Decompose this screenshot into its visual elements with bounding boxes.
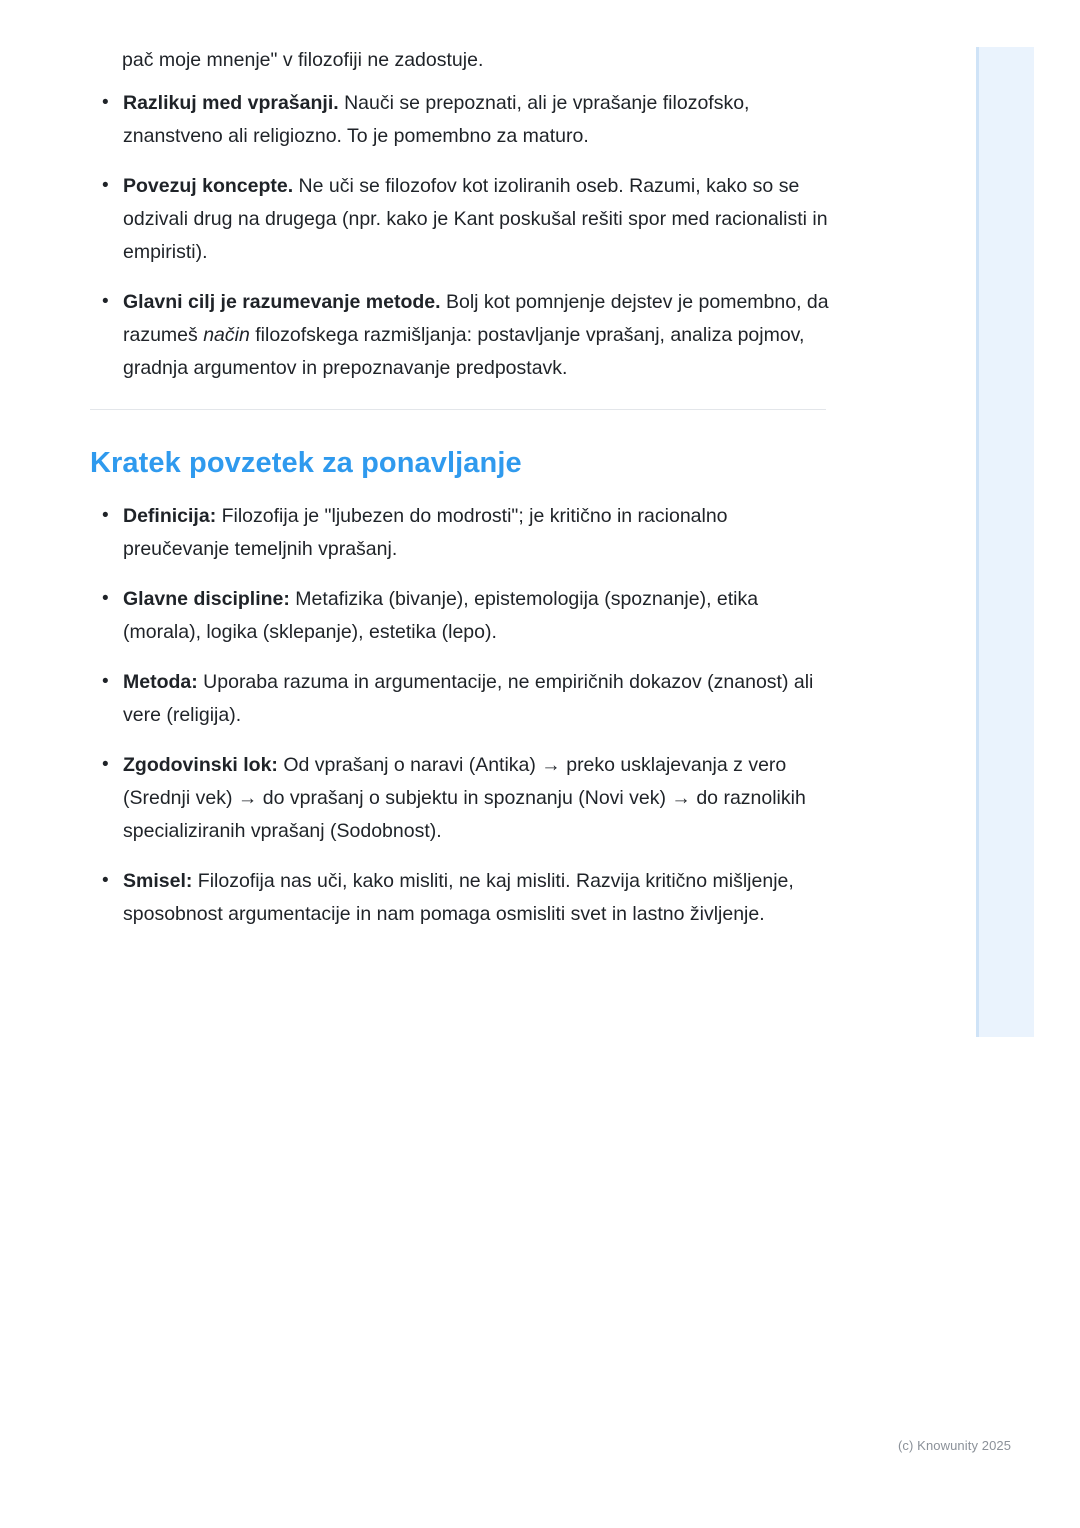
tips-list bbox=[90, 87, 830, 385]
list-item-term: Metoda: bbox=[123, 671, 198, 693]
list-item-term: Glavne discipline: bbox=[123, 588, 290, 610]
list-item-text: Filozofija nas uči, kako misliti, ne kaj misliti. Razvija kritično mišljenje, sposobnost argumentacije in nam pomaga osmisliti svet in lastno življenje. bbox=[123, 870, 794, 925]
list-item-term: Razlikuj med vprašanji. bbox=[123, 92, 339, 114]
list-item-term: Smisel: bbox=[123, 870, 193, 892]
list-item-term: Definicija: bbox=[123, 505, 217, 527]
list-item-term: Zgodovinski lok: bbox=[123, 754, 278, 776]
list-item-text: Filozofija je "ljubezen do modrosti"; je kritično in racionalno preučevanje temeljnih vprašanj. bbox=[123, 505, 728, 560]
document-content bbox=[90, 44, 830, 948]
right-side-strip-edge bbox=[976, 47, 979, 1037]
list-item-text: Metafizika (bivanje), epistemologija (spoznanje), etika (morala), logika (sklepanje), estetika (lepo). bbox=[123, 588, 759, 643]
list-item bbox=[90, 170, 830, 269]
list-item bbox=[90, 666, 830, 732]
list-item-emphasis: način bbox=[203, 324, 250, 346]
list-item-term: Povezuj koncepte. bbox=[123, 175, 294, 197]
section-title: Kratek povzetek za ponavljanje bbox=[90, 447, 522, 479]
list-item bbox=[90, 865, 830, 931]
list-item-text: Uporaba razuma in argumentacije, ne empiričnih dokazov (znanost) ali vere (religija). bbox=[123, 671, 814, 726]
copyright-footer: (c) Knowunity 2025 bbox=[898, 1438, 1012, 1453]
lead-paragraph: pač moje mnenje" v filozofiji ne zadostuje. bbox=[122, 49, 484, 71]
list-item bbox=[90, 500, 830, 566]
list-item-text: Nauči se prepoznati, ali je vprašanje filozofsko, znanstveno ali religiozno. To je pomembno za maturo. bbox=[123, 92, 750, 147]
list-item-text: Bolj kot pomnjenje dejstev je pomembno, da razumeš bbox=[123, 291, 829, 346]
list-item-text-cont: filozofskega razmišljanja: postavljanje vprašanj, analiza pojmov, gradnja argumentov in prepoznavanje predpostavk. bbox=[123, 324, 805, 379]
list-item bbox=[90, 583, 830, 649]
list-item bbox=[90, 749, 830, 848]
list-item bbox=[90, 87, 830, 153]
list-item-text: Ne uči se filozofov kot izoliranih oseb. Razumi, kako so se odzivali drug na drugega (npr. kako je Kant poskušal rešiti spor med racionalisti in empiristi). bbox=[123, 175, 828, 263]
right-side-decorative-strip bbox=[976, 47, 1034, 1037]
list-item bbox=[90, 286, 830, 385]
summary-list bbox=[90, 500, 830, 931]
list-item-term: Glavni cilj je razumevanje metode. bbox=[123, 291, 441, 313]
list-item-text: Od vprašanj o naravi (Antika) → preko usklajevanja z vero (Srednji vek) → do vprašanj o subjektu in spoznanju (Novi vek) → do raznolikih specializiranih vprašanj (Sodobnost). bbox=[123, 754, 806, 842]
section-divider bbox=[90, 409, 826, 410]
